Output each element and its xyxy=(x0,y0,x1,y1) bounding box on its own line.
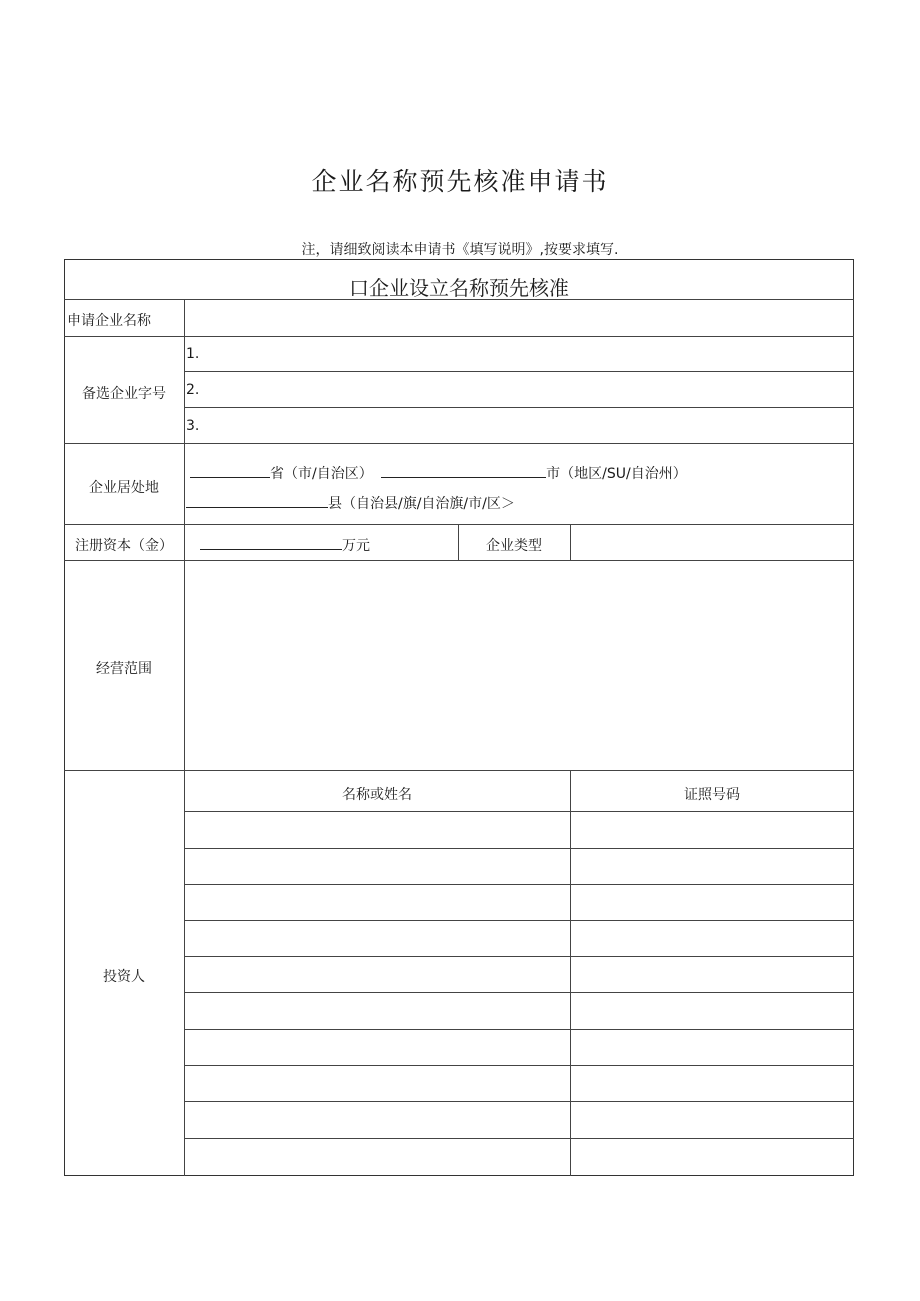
business-scope-field[interactable] xyxy=(186,562,852,768)
alt-name-1-field[interactable] xyxy=(200,338,852,370)
alt-names-label: 备选企业字号 xyxy=(82,386,166,402)
row-divider xyxy=(184,848,854,849)
column-divider xyxy=(570,524,571,560)
capital-unit: 万元 xyxy=(342,538,370,554)
alt-name-2-field[interactable] xyxy=(200,373,852,406)
residence-line-1 xyxy=(190,463,687,483)
capital-label: 注册资本（金） xyxy=(75,538,173,554)
applicant-name-field[interactable] xyxy=(186,301,852,334)
row-divider xyxy=(64,560,854,561)
capital-blank[interactable] xyxy=(200,535,342,550)
row-divider xyxy=(184,992,854,993)
capital-value xyxy=(200,535,370,555)
row-divider xyxy=(184,371,854,372)
row-divider xyxy=(64,770,854,771)
investor-id-column-header: 证照号码 xyxy=(684,787,740,803)
alt-name-2-number: 2. xyxy=(186,382,200,398)
fill-instruction-note: 注，请细致阅读本申请书《填写说明》,按要求填写. xyxy=(301,242,619,258)
row-divider xyxy=(184,884,854,885)
row-divider xyxy=(184,956,854,957)
page-title: 企业名称预先核准申请书 xyxy=(311,167,609,196)
county-suffix: 县（自治县/旗/自治旗/市/区＞ xyxy=(328,496,515,512)
alt-name-1-number: 1. xyxy=(186,346,200,362)
enterprise-type-label: 企业类型 xyxy=(486,538,542,554)
row-divider xyxy=(184,1065,854,1066)
enterprise-type-field[interactable] xyxy=(572,526,852,559)
city-suffix: 市（地区/SU/自治州） xyxy=(546,466,687,482)
business-scope-label: 经营范围 xyxy=(96,661,152,677)
alt-name-3-field[interactable] xyxy=(200,409,852,442)
form-header: 口企业设立名称预先核准 xyxy=(349,276,569,300)
row-divider xyxy=(184,811,854,812)
row-divider xyxy=(184,1138,854,1139)
province-blank[interactable] xyxy=(190,463,270,478)
province-suffix: 省（市/自治区） xyxy=(270,466,373,482)
row-divider xyxy=(184,1029,854,1030)
residence-label: 企业居处地 xyxy=(89,480,159,496)
row-divider xyxy=(64,443,854,444)
column-divider xyxy=(570,770,571,1176)
investor-name-column-header: 名称或姓名 xyxy=(342,787,412,803)
county-blank[interactable] xyxy=(186,493,328,508)
alt-name-3-number: 3. xyxy=(186,418,200,434)
row-divider xyxy=(184,1101,854,1102)
row-divider xyxy=(184,407,854,408)
column-divider xyxy=(184,524,185,560)
column-divider xyxy=(184,560,185,1176)
city-blank[interactable] xyxy=(381,463,546,478)
investors-label: 投资人 xyxy=(103,969,145,985)
row-divider xyxy=(64,336,854,337)
column-divider xyxy=(184,299,185,524)
residence-line-2 xyxy=(186,493,515,513)
row-divider xyxy=(184,920,854,921)
row-divider xyxy=(64,524,854,525)
applicant-name-label: 申请企业名称 xyxy=(67,313,151,329)
